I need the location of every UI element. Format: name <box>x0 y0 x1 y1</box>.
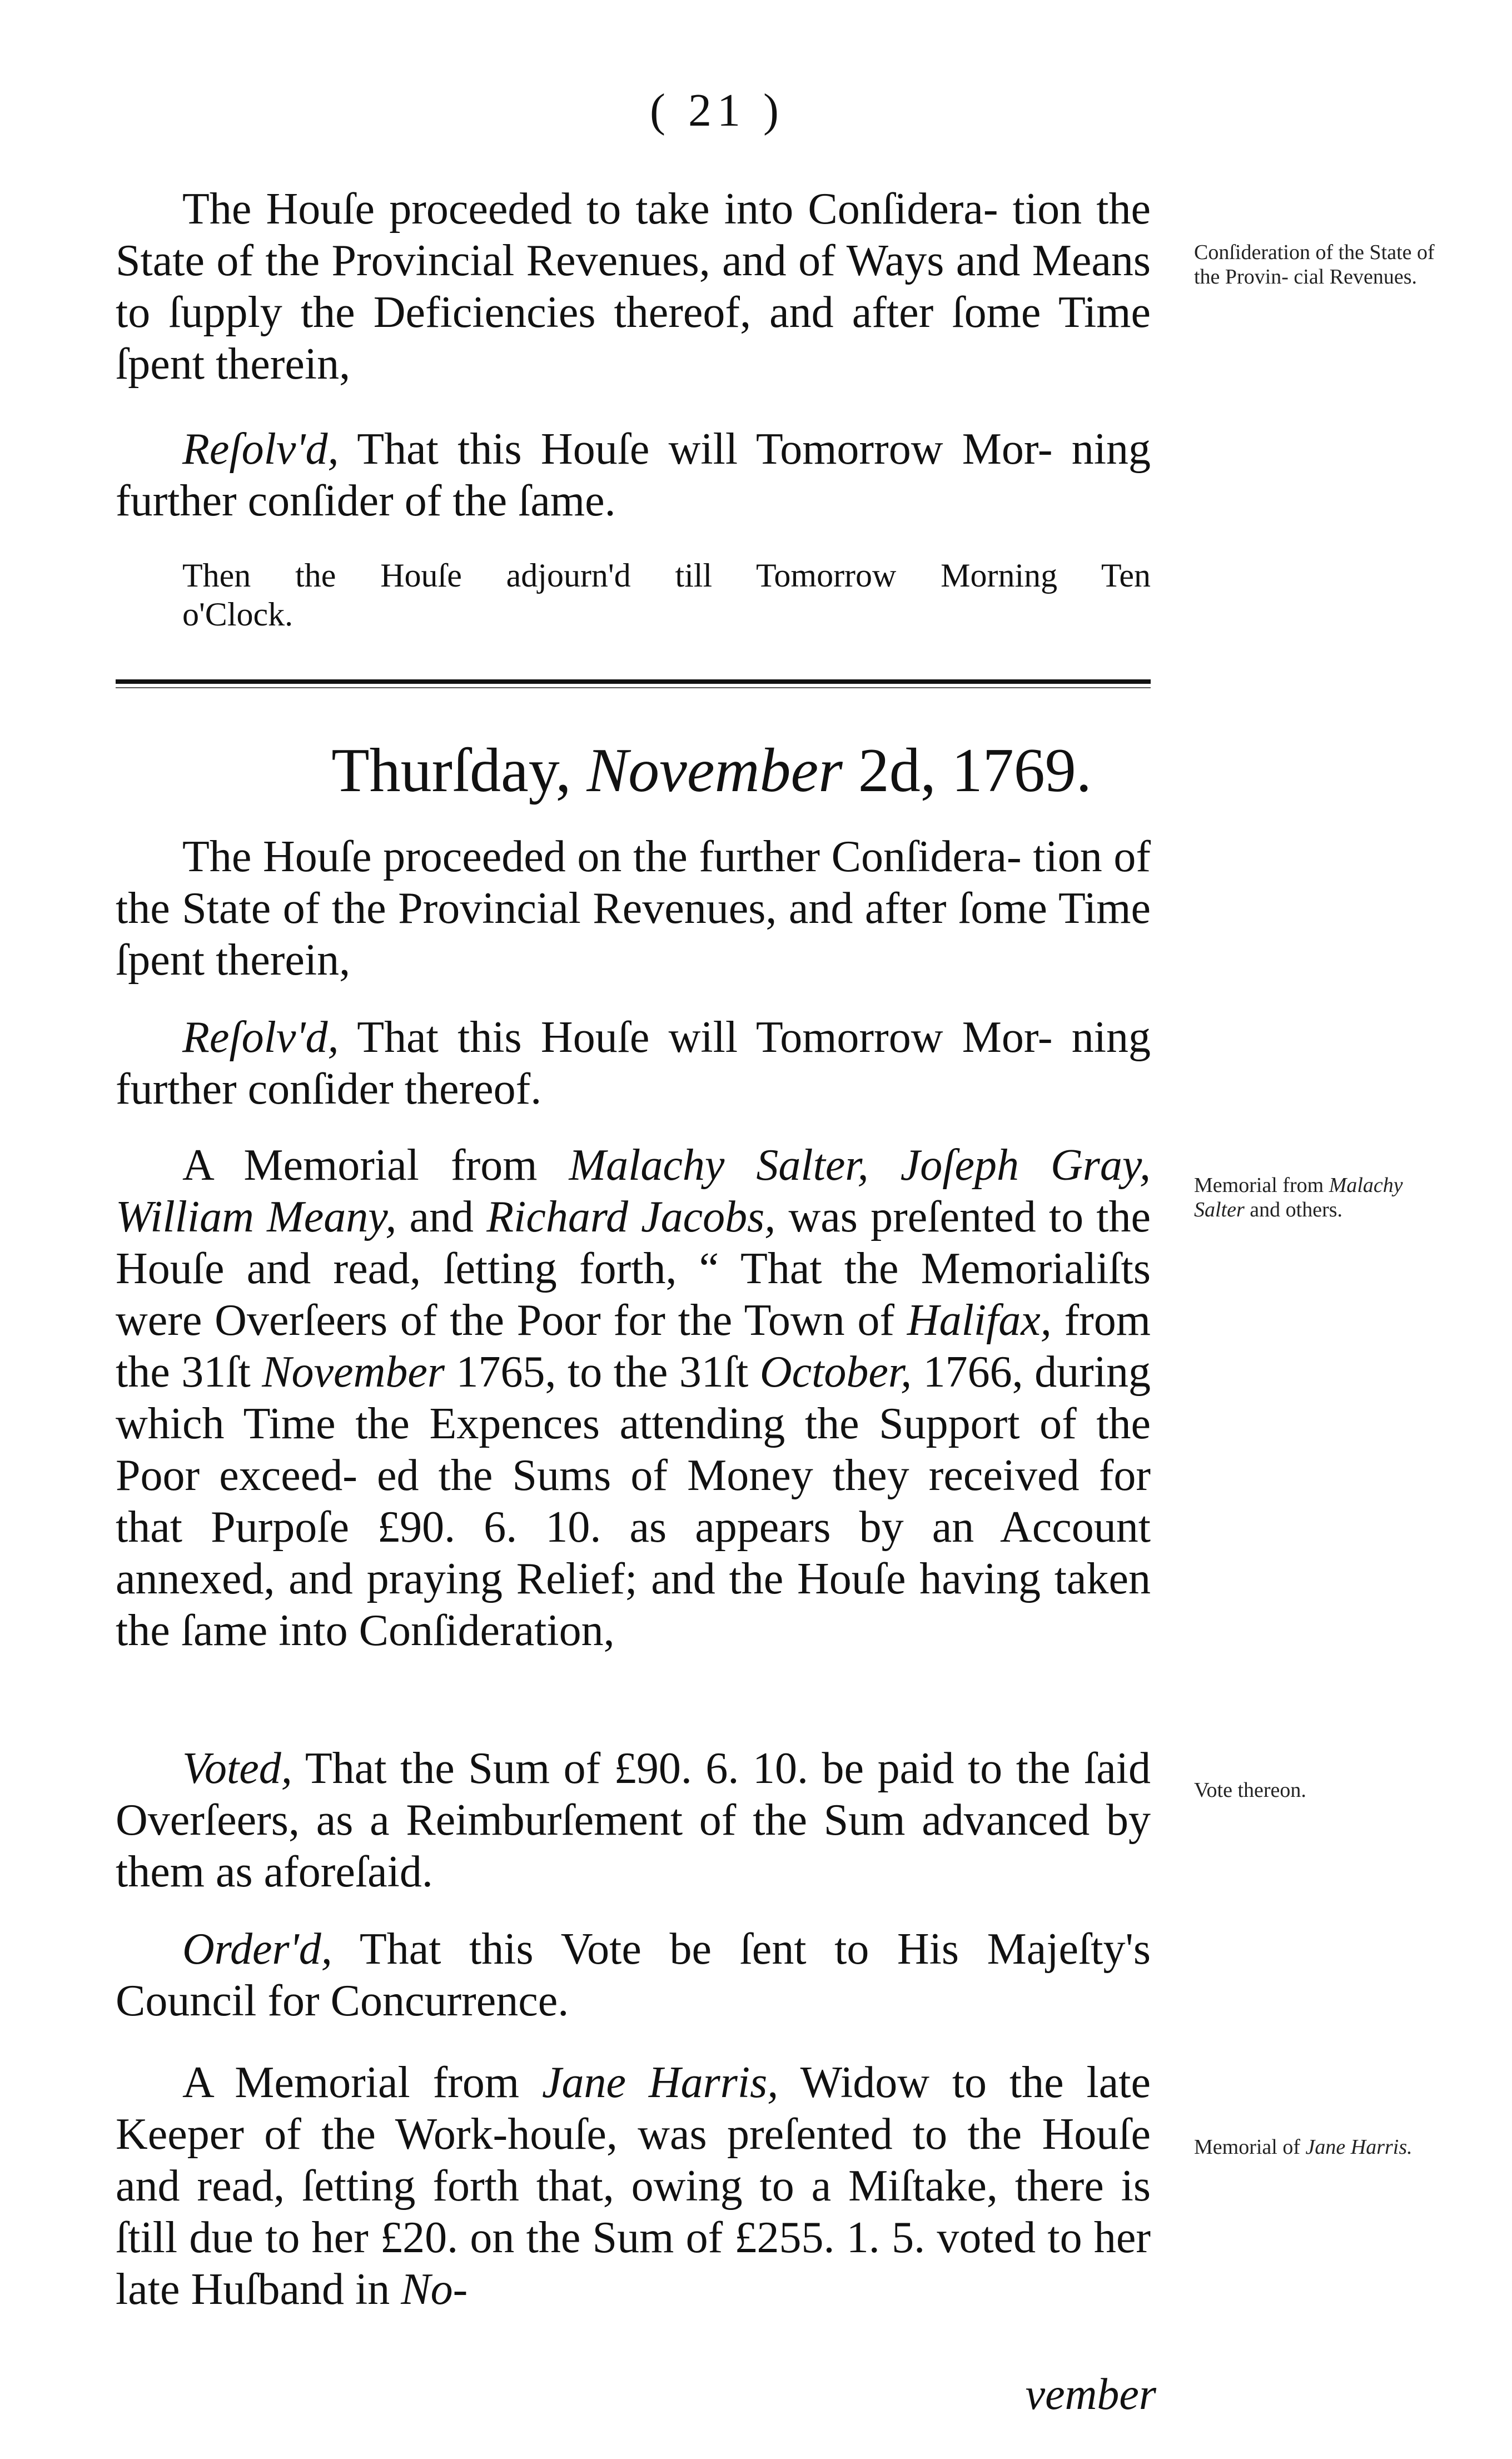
marginal-note-vote: Vote thereon. <box>1194 1779 1306 1802</box>
paragraph-memorial-overseers: A Memorial from Malachy Salter, Joſeph Gray, William Meany, and Richard Jacobs, was preſented to the Houſe and read, ſetting forth, “ That the Memorialiſts were Overſeers of the Poor for the Town of Halifax, from the 31ſt November 1765, to the 31ſt October, 1766, during which Time the Expences attending the Support of the Poor exceed- ed the Sums of Money they received for that Purpoſe £90. 6. 10. as appears by an Account annexed, and praying Relief; and the Houſe having taken the ſame into Conſideration, <box>116 1141 1151 1655</box>
paragraph-resolved-1 <box>116 424 1151 527</box>
paragraph-text: That this Houſe will Tomorrow Mor- ning further conſider thereof. <box>116 1013 1151 1114</box>
place-name: Halifax, <box>907 1296 1052 1345</box>
paragraph-further-consideration <box>116 831 1151 986</box>
paragraph-text: Then the Houſe adjourn'd till Tomorrow Morning Ten <box>182 557 1151 594</box>
ordered-label: Order'd, <box>182 1925 332 1974</box>
resolved-label: Reſolv'd, <box>182 1013 339 1062</box>
catchword: vember <box>1025 2370 1156 2419</box>
paragraph-resolved-2 <box>116 1012 1151 1115</box>
page-number: ( 21 ) <box>650 85 784 136</box>
paragraph-text: The Houſe proceeded on the further Conſidera- tion of the State of the Provincial Revenues, and after ſome Time ſpent therein, <box>116 832 1151 985</box>
paragraph-text: The Houſe proceeded to take into Conſidera- tion the State of the Provincial Revenues, and of Ways and Means to ſupply the Deficiencies thereof, and after ſome Time ſpent therein, <box>116 185 1151 389</box>
marginal-note-consideration: Conſideration of the State of the Provin- cial Revenues. <box>1194 241 1435 289</box>
month-name: No- <box>401 2265 468 2314</box>
section-divider-thin <box>116 687 1151 688</box>
person-name: Joſeph Gray, <box>900 1141 1151 1190</box>
date-day: Thurſday, <box>331 736 571 805</box>
paragraph-ordered <box>116 1924 1151 2027</box>
paragraph-text: That this Vote be ſent to His Majeſty's Council for Concurrence. <box>116 1925 1151 2025</box>
date-rest: 2d, 1769. <box>858 736 1092 805</box>
resolved-label: Reſolv'd, <box>182 425 339 474</box>
voted-label: Voted, <box>182 1744 292 1793</box>
paragraph-adjourned <box>116 556 1151 634</box>
section-divider <box>116 679 1151 684</box>
marginal-note-memorial-salter: Memorial from Malachy Salter and others. <box>1194 1174 1403 1221</box>
paragraph-text-cont: o'Clock. <box>182 596 294 633</box>
person-name: Malachy Salter, <box>569 1141 869 1190</box>
paragraph-consideration <box>116 183 1151 390</box>
date-heading <box>0 735 1468 807</box>
month-name: November <box>262 1348 445 1397</box>
paragraph-text: That the Sum of £90. 6. 10. be paid to the ſaid Overſeers, as a Reimburſement of the Sum advanced by them as aforeſaid. <box>116 1744 1151 1896</box>
marginal-note-memorial-harris: Memorial of Jane Harris. <box>1194 2135 1412 2159</box>
person-name: William Meany, <box>116 1193 397 1241</box>
paragraph-voted <box>116 1743 1151 1898</box>
month-name: October, <box>759 1348 912 1397</box>
person-name: Richard Jacobs, <box>486 1193 776 1241</box>
paragraph-text: That this Houſe will Tomorrow Mor- ning further conſider of the ſame. <box>116 425 1151 525</box>
person-name: Jane Harris, <box>541 2058 779 2107</box>
date-month: November <box>586 736 843 805</box>
paragraph-memorial-harris: A Memorial from Jane Harris, Widow to the late Keeper of the Work-houſe, was preſented to the Houſe and read, ſetting forth that, owing to a Miſtake, there is ſtill due to her £20. on the Sum of £255. 1. 5. voted to her late Huſband in No- <box>116 2058 1151 2314</box>
